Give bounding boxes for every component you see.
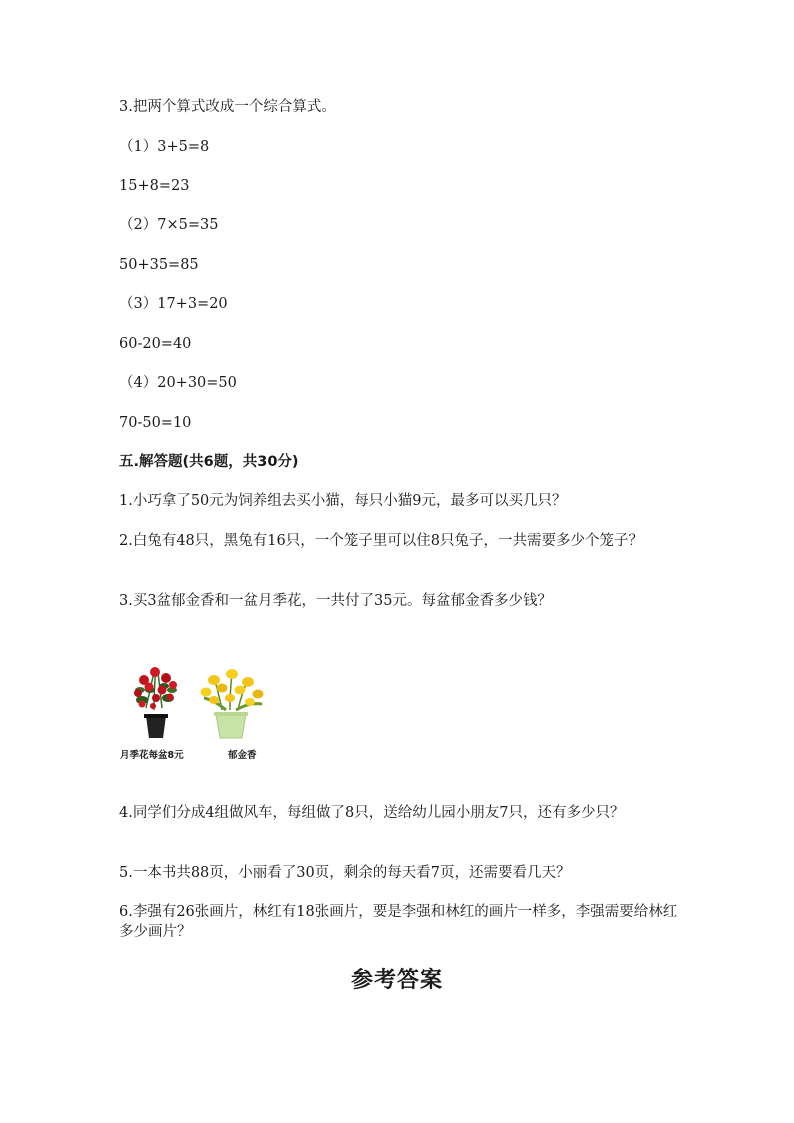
expression-2-first: （2）7×5=35 bbox=[119, 217, 219, 233]
expression-3-second: 60-20=40 bbox=[119, 336, 192, 352]
answers-title: 参考答案 bbox=[350, 967, 443, 993]
section5-heading: 五.解答题(共6题，共30分) bbox=[119, 454, 299, 470]
rose-price-label: 月季花每盆8元 bbox=[120, 750, 184, 761]
expression-1-first: （1）3+5=8 bbox=[119, 139, 210, 155]
expression-1-second: 15+8=23 bbox=[119, 178, 190, 194]
question-6: 6.李强有26张画片，林红有18张画片，要是李强和林红的画片一样多，李强需要给林红多少画片？ bbox=[119, 904, 678, 940]
question-4: 4.同学们分成4组做风车，每组做了8只，送给幼儿园小朋友7只，还有多少只？ bbox=[119, 805, 625, 821]
question-5: 5.一本书共88页，小丽看了30页，剩余的每天看7页，还需要看几天？ bbox=[119, 865, 571, 881]
expression-3-first: （3）17+3=20 bbox=[119, 296, 228, 312]
rose-pot-icon bbox=[134, 667, 177, 738]
question-3: 3.买3盆郁金香和一盆月季花，一共付了35元。每盆郁金香多少钱？ bbox=[119, 593, 553, 609]
flower-illustration bbox=[118, 660, 288, 770]
flower-pots-image bbox=[118, 660, 288, 742]
question-2: 2.白兔有48只，黑兔有16只，一个笼子里可以住8只兔子，一共需要多少个笼子？ bbox=[119, 533, 643, 549]
expression-2-second: 50+35=85 bbox=[119, 257, 199, 273]
tulip-pot-icon bbox=[201, 669, 264, 738]
expression-4-first: （4）20+30=50 bbox=[119, 375, 237, 391]
expression-4-second: 70-50=10 bbox=[119, 415, 192, 431]
section3-heading: 3.把两个算式改成一个综合算式。 bbox=[119, 99, 336, 115]
tulip-label: 郁金香 bbox=[228, 750, 257, 761]
question-1: 1.小巧拿了50元为饲养组去买小猫，每只小猫9元，最多可以买几只？ bbox=[119, 493, 567, 509]
